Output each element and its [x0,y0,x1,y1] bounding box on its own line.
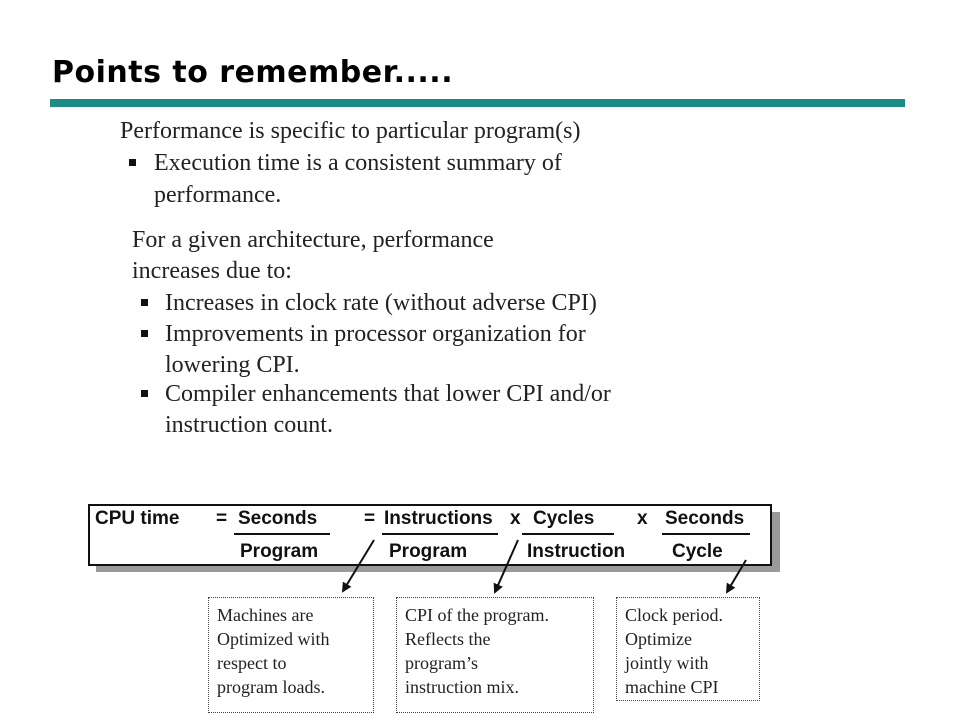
note1-line1: Machines are [217,605,314,625]
formula-instructions-numerator: Instructions [384,508,493,529]
formula-times-1: x [510,508,521,529]
section1-bullet1-line2: performance. [154,182,282,208]
note1-line4: program loads. [217,677,325,697]
formula-cpu-time: CPU time [95,508,180,529]
formula-program-denominator: Program [240,541,319,562]
section1-bullet1-line1: Execution time is a consistent summary of [154,150,562,176]
note-cpi-of-program [396,597,594,713]
formula-equals-1: = [216,508,228,529]
section2-heading-line2: increases due to: [132,258,292,284]
fraction-bar-4 [662,533,750,535]
note-clock-period [616,597,760,701]
bullet-square-icon [141,330,148,337]
section2-heading-line1: For a given architecture, performance [132,227,494,253]
section2-bullet3-line2: instruction count. [165,412,333,438]
note2-line2: Reflects the [405,629,491,649]
fraction-bar-2 [382,533,498,535]
bullet-square-icon [141,390,148,397]
section2-bullet1: Increases in clock rate (without adverse CPI) [165,290,597,316]
formula-program-denominator-2: Program [389,541,468,562]
note3-line1: Clock period. [625,605,723,625]
formula-times-2: x [637,508,648,529]
note-program-loads [208,597,374,713]
title-underline [50,99,905,107]
formula-cycles-numerator: Cycles [533,508,595,529]
formula-instruction-denominator: Instruction [527,541,626,562]
slide-title: Points to remember..... [52,55,454,90]
note2-line1: CPI of the program. [405,605,549,625]
note1-line2: Optimized with [217,629,330,649]
section2-bullet2-line2: lowering CPI. [165,352,300,378]
note3-line4: machine CPI [625,677,719,697]
bullet-square-icon [129,159,136,166]
note3-line2: Optimize [625,629,692,649]
note2-line3: program’s [405,653,478,673]
formula-seconds-numerator: Seconds [238,508,318,529]
section1-heading: Performance is specific to particular program(s) [120,118,581,144]
fraction-bar-1 [234,533,330,535]
formula-seconds-numerator-2: Seconds [665,508,745,529]
note1-line3: respect to [217,653,287,673]
formula-cycle-denominator: Cycle [672,541,723,562]
fraction-bar-3 [522,533,614,535]
note3-line3: jointly with [625,653,709,673]
formula-equals-2: = [364,508,376,529]
section2-bullet3-line1: Compiler enhancements that lower CPI and/or [165,381,611,407]
section2-bullet2-line1: Improvements in processor organization for [165,321,586,347]
note2-line4: instruction mix. [405,677,519,697]
bullet-square-icon [141,299,148,306]
